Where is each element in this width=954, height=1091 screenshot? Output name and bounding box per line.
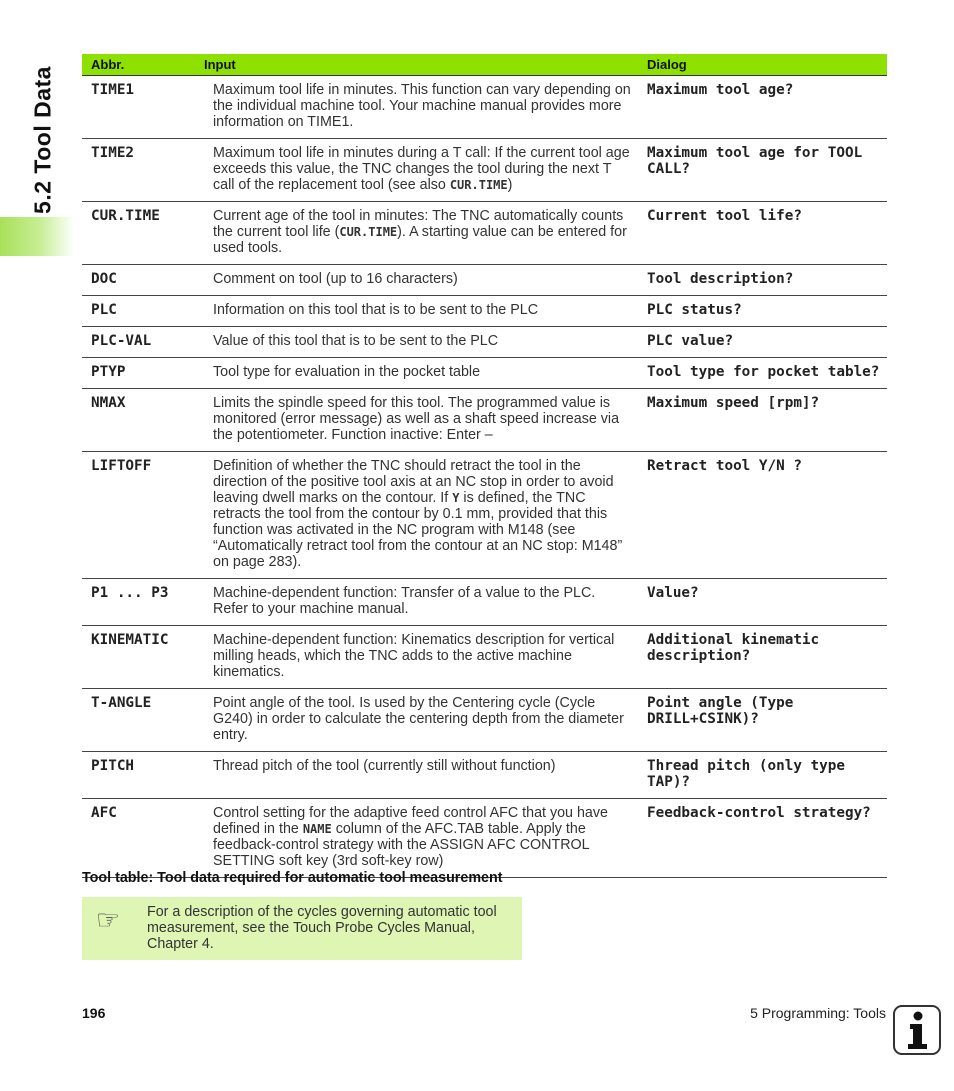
table-row [82, 139, 887, 202]
chapter-side-title-text: 5.2 Tool Data [29, 66, 56, 214]
row-input: Comment on tool (up to 16 characters) [204, 265, 638, 296]
row-abbr: T-ANGLE [82, 689, 204, 752]
row-dialog: PLC status? [638, 296, 887, 327]
row-input: Thread pitch of the tool (currently still without function) [204, 752, 638, 799]
table-row [82, 389, 887, 452]
table-row [82, 296, 887, 327]
note-text: For a description of the cycles governing automatic tool measurement, see the Touch Probe Cycles Manual, Chapter 4. [147, 904, 497, 952]
header-dialog: Dialog [638, 54, 887, 76]
chapter-side-title [26, 40, 60, 240]
table-row [82, 202, 887, 265]
table-row [82, 358, 887, 389]
row-input: Point angle of the tool. Is used by the Centering cycle (Cycle G240) in order to calculate the centering depth from the diameter entry. [204, 689, 638, 752]
table-row [82, 76, 887, 139]
page-number: 196 [82, 1005, 106, 1021]
pointing-hand-icon: ☞ [95, 905, 121, 935]
row-input: Value of this tool that is to be sent to the PLC [204, 327, 638, 358]
row-abbr: LIFTOFF [82, 452, 204, 579]
row-abbr: CUR.TIME [82, 202, 204, 265]
row-input: Tool type for evaluation in the pocket table [204, 358, 638, 389]
row-input: Machine-dependent function: Kinematics description for vertical milling heads, which the TNC adds to the active machine kinematics. [204, 626, 638, 689]
table-header-row [82, 54, 887, 76]
row-dialog: Current tool life? [638, 202, 887, 265]
row-abbr: NMAX [82, 389, 204, 452]
row-input: Definition of whether the TNC should retract the tool in the direction of the positive tool axis at an NC stop in order to avoid leaving dwell marks on the contour. If Y is defined, the TNC retracts the tool from the contour by 0.1 mm, provided that this function was activated in the NC program with M148 (see “Automatically retract tool from the contour at an NC stop: M148” on page 283). [204, 452, 638, 579]
table-row [82, 626, 887, 689]
row-abbr: AFC [82, 799, 204, 878]
table-row [82, 689, 887, 752]
row-dialog: Maximum speed [rpm]? [638, 389, 887, 452]
table-row [82, 452, 887, 579]
tool-data-table [82, 54, 887, 878]
note-box [82, 897, 522, 960]
row-dialog: Feedback-control strategy? [638, 799, 887, 878]
row-abbr: PLC [82, 296, 204, 327]
row-dialog: Value? [638, 579, 887, 626]
row-input: Information on this tool that is to be sent to the PLC [204, 296, 638, 327]
row-dialog: Retract tool Y/N ? [638, 452, 887, 579]
row-dialog: Tool description? [638, 265, 887, 296]
row-abbr: PTYP [82, 358, 204, 389]
row-dialog: Tool type for pocket table? [638, 358, 887, 389]
table-row [82, 327, 887, 358]
row-abbr: KINEMATIC [82, 626, 204, 689]
footer-chapter-title: 5 Programming: Tools [750, 1005, 886, 1021]
row-dialog: Thread pitch (only type TAP)? [638, 752, 887, 799]
row-dialog: PLC value? [638, 327, 887, 358]
table-row [82, 265, 887, 296]
row-dialog: Maximum tool age? [638, 76, 887, 139]
row-abbr: DOC [82, 265, 204, 296]
row-abbr: TIME2 [82, 139, 204, 202]
info-icon [893, 1005, 941, 1055]
row-dialog: Point angle (Type DRILL+CSINK)? [638, 689, 887, 752]
row-dialog: Maximum tool age for TOOL CALL? [638, 139, 887, 202]
row-abbr: TIME1 [82, 76, 204, 139]
row-input: Current age of the tool in minutes: The TNC automatically counts the current tool life (CUR.TIME). A starting value can be entered for used tools. [204, 202, 638, 265]
row-input: Control setting for the adaptive feed control AFC that you have defined in the NAME column of the AFC.TAB table. Apply the feedback-control strategy with the ASSIGN AFC CONTROL SETTING soft key (3rd soft-key row) [204, 799, 638, 878]
header-input: Input [204, 54, 638, 76]
table-row [82, 579, 887, 626]
section-heading: Tool table: Tool data required for automatic tool measurement [82, 870, 503, 886]
chapter-tab-marker [0, 217, 74, 256]
row-input: Maximum tool life in minutes during a T call: If the current tool age exceeds this value, the TNC changes the tool during the next T call of the replacement tool (see also CUR.TIME) [204, 139, 638, 202]
row-abbr: P1 ... P3 [82, 579, 204, 626]
row-input: Maximum tool life in minutes. This function can vary depending on the individual machine tool. Your machine manual provides more information on TIME1. [204, 76, 638, 139]
header-abbr: Abbr. [82, 54, 204, 76]
row-abbr: PITCH [82, 752, 204, 799]
row-abbr: PLC-VAL [82, 327, 204, 358]
table-row [82, 752, 887, 799]
row-dialog: Additional kinematic description? [638, 626, 887, 689]
row-input: Machine-dependent function: Transfer of a value to the PLC. Refer to your machine manual. [204, 579, 638, 626]
table-row [82, 799, 887, 878]
row-input: Limits the spindle speed for this tool. The programmed value is monitored (error message) as well as a shaft speed increase via the potentiometer. Function inactive: Enter – [204, 389, 638, 452]
